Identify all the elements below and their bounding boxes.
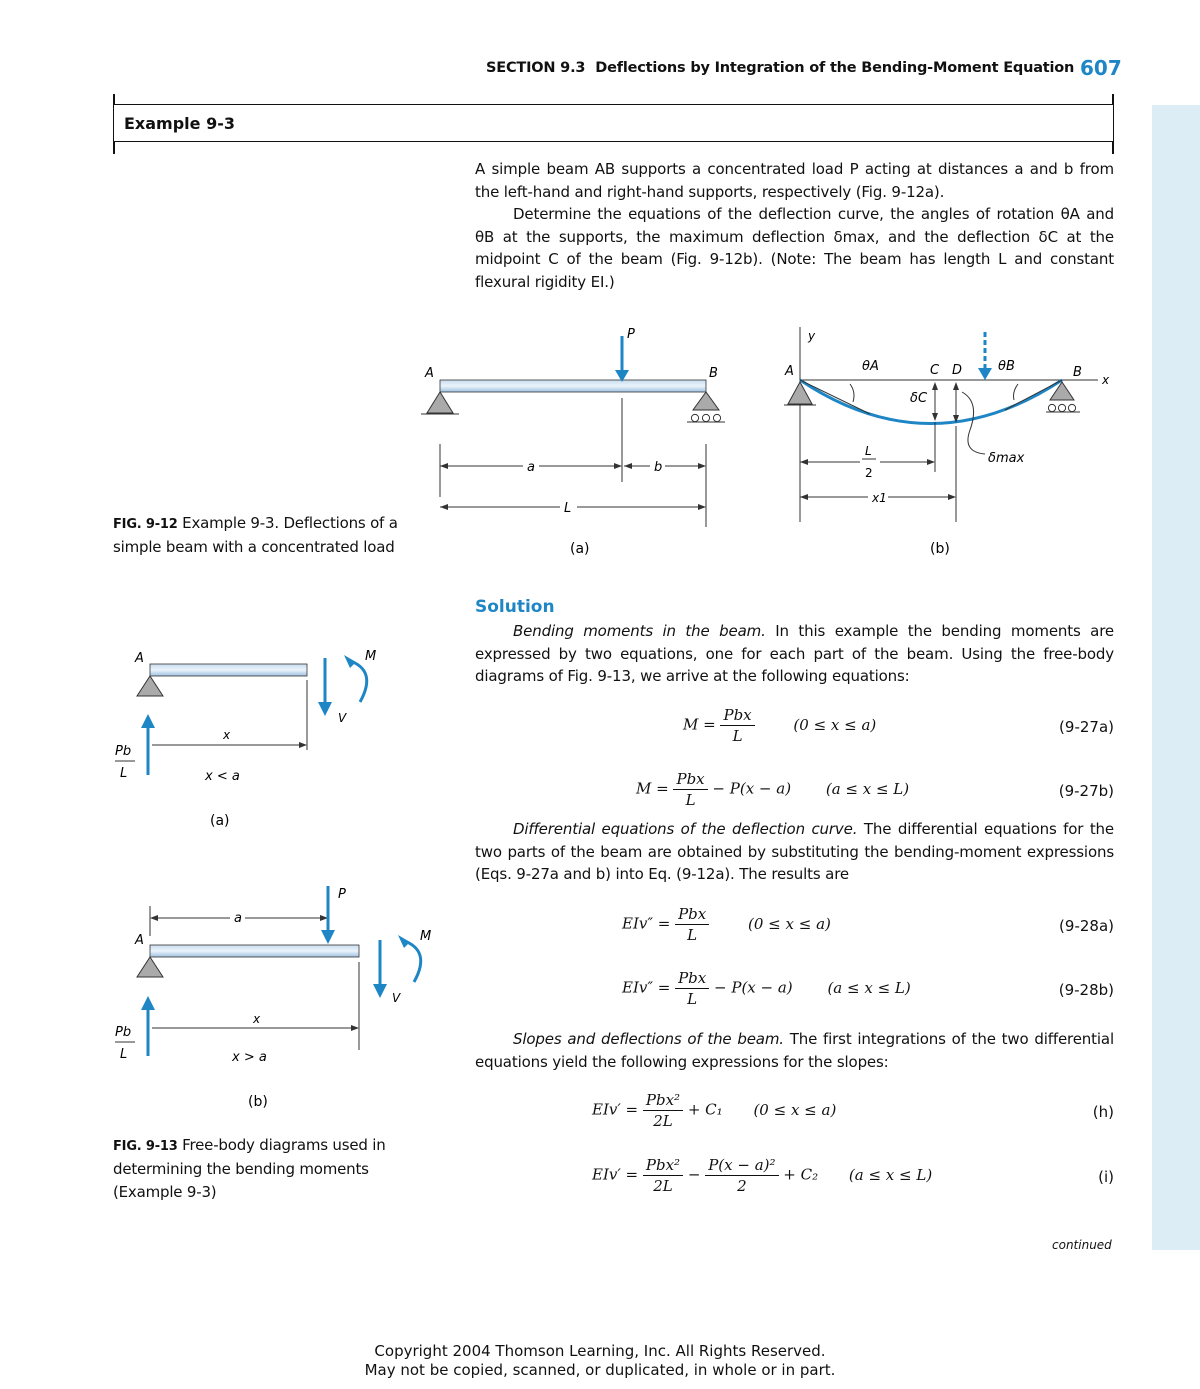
label-deltamax: δmax	[988, 451, 1025, 466]
label-A: A	[135, 933, 144, 948]
label-y: y	[808, 329, 816, 343]
label-V: V	[338, 711, 347, 725]
copyright-line-2: May not be copied, scanned, or duplicated, in whole or in part.	[364, 1361, 836, 1379]
caption-text: Free-body diagrams used in determining the bending moments (Example 9-3)	[113, 1136, 386, 1201]
eq-label: (h)	[1092, 1103, 1114, 1121]
label-M: M	[420, 929, 432, 944]
label-A: A	[785, 364, 794, 379]
caption-label: FIG. 9-12	[113, 517, 178, 532]
equation-9-28a: EIv″ = $\frac{\text{Pbx}}{L}$ (0 ≤ x ≤ a)	[622, 905, 831, 944]
label-P: P	[627, 327, 635, 342]
caption-label: FIG. 9-13	[113, 1139, 178, 1154]
label-A: A	[425, 366, 434, 381]
example-label: Example 9-3	[124, 114, 235, 133]
solution-paragraph-1	[475, 620, 1114, 688]
label-V: V	[392, 991, 401, 1005]
copyright-notice	[0, 1342, 1200, 1380]
label-x1: x1	[872, 491, 887, 505]
label-thetaB: θB	[998, 359, 1015, 374]
label-D: D	[952, 363, 963, 378]
example-box	[113, 104, 1114, 142]
label-Pb: Pb	[115, 744, 132, 759]
label-B: B	[1073, 365, 1082, 380]
eq-label: (i)	[1098, 1168, 1114, 1186]
section-title: Deflections by Integration of the Bending-Moment Equation	[595, 60, 1075, 76]
fig-9-13-caption	[113, 1134, 423, 1204]
sub-a: (a)	[570, 541, 590, 557]
label-L-half-den: 2	[865, 466, 873, 480]
label-P: P	[338, 887, 346, 902]
solution-paragraph-3	[475, 1028, 1114, 1073]
running-header	[486, 60, 1074, 76]
problem-statement	[475, 158, 1114, 293]
pin-support	[427, 392, 453, 413]
beam-segment	[150, 664, 307, 676]
label-a: a	[234, 911, 242, 926]
para-body: In this example the bending moments are expressed by two equations, one for each part of the beam. Using the free-body diagrams of Fig. 9-13, we arrive at the following equations:	[475, 622, 1114, 685]
beam	[440, 380, 706, 392]
roller-support	[693, 392, 719, 410]
box-tick	[1112, 94, 1114, 104]
label-L-half-num: L	[865, 444, 872, 458]
label-deltaC: δC	[910, 391, 928, 406]
sub-b: (b)	[930, 541, 950, 557]
box-tick	[1112, 142, 1114, 154]
para-body: The first integrations of the two differential equations yield the following expressions for the slopes:	[475, 1030, 1114, 1071]
equation-i: EIv′ = $\frac{\text{Pbx²}}{2L}$ − $\frac{\text{P(x − a)²}}{2}$ + C₂ (a ≤ x ≤ L)	[592, 1156, 933, 1195]
problem-paragraph-2: Determine the equations of the deflection curve, the angles of rotation θA and θB at the supports, the maximum deflection δmax, and the deflection δC at the midpoint C of the beam (Fig. 9-12b). (Note: The beam has length L and constant flexural rigidity EI.)	[475, 205, 1114, 291]
label-cond: x < a	[205, 769, 240, 784]
label-M: M	[365, 649, 377, 664]
label-Pb: Pb	[115, 1025, 132, 1040]
beam-segment	[150, 945, 359, 957]
equation-h: EIv′ = $\frac{\text{Pbx²}}{2L}$ + C₁ (0 ≤ x ≤ a)	[592, 1091, 837, 1130]
equation-9-27a: M = $\frac{\text{Pbx}}{L}$ (0 ≤ x ≤ a)	[683, 706, 877, 745]
tangent-A	[800, 380, 870, 414]
figure-9-12a	[415, 322, 725, 562]
label-A: A	[135, 651, 144, 666]
sub-a: (a)	[210, 813, 230, 829]
eq-label: (9-28a)	[1059, 917, 1114, 935]
eq-label: (9-28b)	[1058, 981, 1114, 999]
page-number: 607	[1080, 56, 1122, 80]
continued-note: continued	[1052, 1238, 1112, 1252]
para-title: Slopes and deflections of the beam.	[513, 1030, 784, 1048]
label-thetaA: θA	[862, 359, 879, 374]
dim-L: L	[564, 501, 572, 516]
label-C: C	[930, 363, 940, 378]
label-B: B	[709, 366, 718, 381]
problem-paragraph-1: A simple beam AB supports a concentrated load P acting at distances a and b from the left-hand and right-hand supports, respectively (Fig. 9-12a).	[475, 160, 1114, 201]
equation-9-27b: M = $\frac{\text{Pbx}}{L}$ − P(x − a) (a ≤ x ≤ L)	[636, 770, 910, 809]
dim-b: b	[654, 460, 663, 475]
deflection-curve	[800, 380, 1062, 424]
figure-9-13a	[110, 640, 400, 835]
para-title: Bending moments in the beam.	[513, 622, 766, 640]
figure-9-12b	[780, 322, 1120, 562]
solution-heading: Solution	[475, 597, 555, 617]
eq-label: (9-27b)	[1058, 782, 1114, 800]
caption-text: Example 9-3. Deflections of a simple beam with a concentrated load	[113, 514, 398, 556]
figure-9-13b	[110, 878, 450, 1123]
fig-9-12-caption	[113, 512, 433, 559]
eq-label: (9-27a)	[1059, 718, 1114, 736]
equation-9-28b: EIv″ = $\frac{\text{Pbx}}{L}$ − P(x − a) (a ≤ x ≤ L)	[622, 969, 911, 1008]
label-cond: x > a	[232, 1050, 267, 1065]
section-number: SECTION 9.3	[486, 60, 586, 76]
box-tick	[113, 94, 115, 104]
label-x: x	[1102, 373, 1110, 387]
solution-paragraph-2	[475, 818, 1114, 886]
dim-a: a	[527, 460, 535, 475]
copyright-line-1: Copyright 2004 Thomson Learning, Inc. All Rights Reserved.	[374, 1342, 826, 1360]
box-tick	[113, 142, 115, 154]
page-edge-tab	[1152, 105, 1200, 1250]
label-x: x	[253, 1012, 261, 1026]
para-body: The differential equations for the two parts of the beam are obtained by substituting the bending-moment expressions (Eqs. 9-27a and b) into Eq. (9-12a). The results are	[475, 820, 1114, 883]
label-x: x	[223, 728, 231, 742]
para-title: Differential equations of the deflection curve.	[513, 820, 858, 838]
sub-b: (b)	[248, 1094, 268, 1110]
label-L: L	[120, 766, 128, 781]
label-L: L	[120, 1047, 128, 1062]
